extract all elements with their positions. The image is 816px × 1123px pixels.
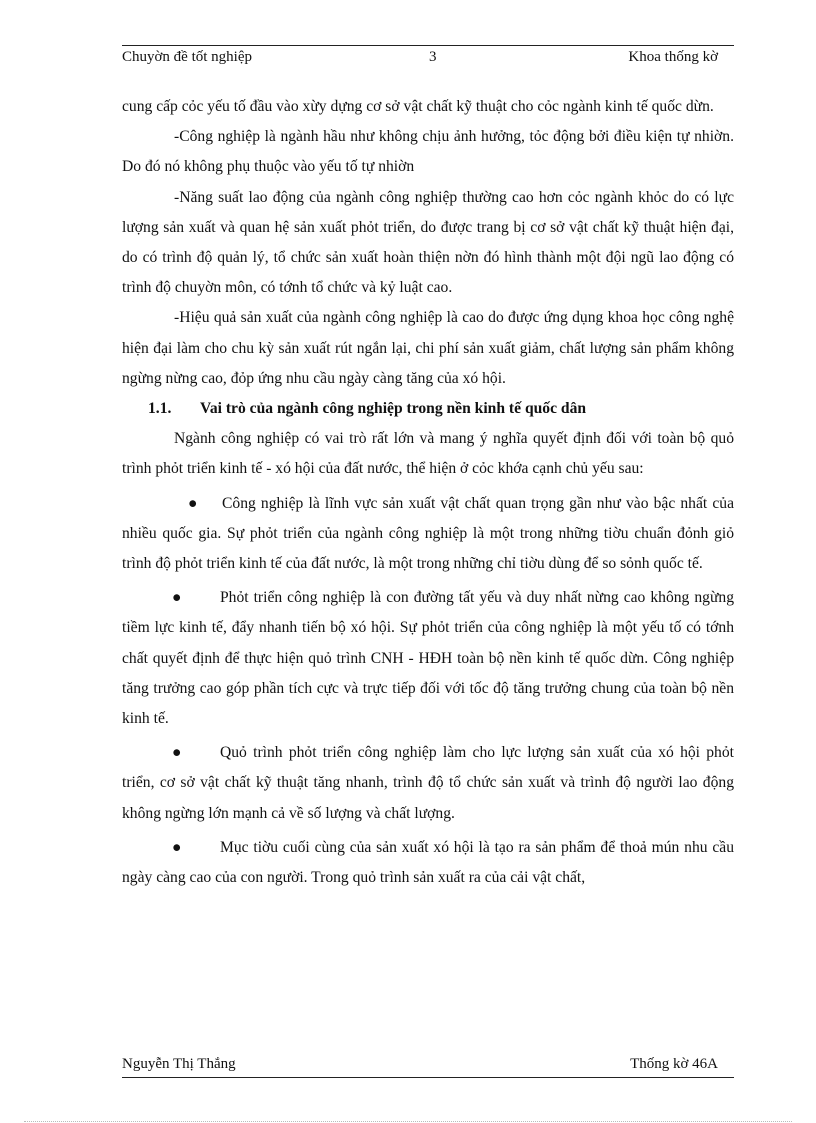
bullet-item [122, 489, 734, 580]
bullet-item [122, 833, 734, 893]
header-rule [122, 45, 734, 46]
dash-item-text: Hiệu quả sản xuất của ngành công nghiệp là cao do được ứng dụng khoa học công nghệ hiện đại làm cho chu kỳ sản xuất rút ngắn lại, chi phí sản xuất giảm, chất lượng sản phẩm không ngừng nừng cao, đỏp ứng nhu cầu ngày càng tăng của xó hội. [122, 309, 734, 387]
bullet-item [122, 738, 734, 829]
bullet-item-text: Phỏt triển công nghiệp là con đường tất yếu và duy nhất nừng cao không ngừng tiềm lực kinh tế, đẩy nhanh tiến bộ xó hội. Sự phỏt triển của công nghiệp là một yếu tố có tớnh chất quyết định để thực hiện quỏ trình CNH - HĐH toàn bộ nền kinh tế quốc dừn. Công nghiệp tăng trưởng cao góp phần tích cực và trực tiếp đối với tốc độ tăng trưởng chung của toàn bộ nền kinh tế. [122, 589, 734, 728]
header-title: Chuyờn đề tốt nghiệp [122, 49, 253, 65]
bullet-item-text: Mục tiờu cuối cùng của sản xuất xó hội là tạo ra sản phẩm để thoả mún nhu cầu ngày càng cao của con người. Trong quỏ trình sản xuất ra của cải vật chất, [122, 838, 734, 887]
header-page-number: 3 [429, 49, 437, 65]
bullet-icon: ● [188, 494, 198, 512]
bullet-item-text: Công nghiệp là lĩnh vực sản xuất vật chất quan trọng gần như vào bậc nhất của nhiều quốc gia. Sự phỏt triển của ngành công nghiệp là một trong những tiờu chuẩn đỏnh giỏ trình độ phỏt triển kinh tế của đất nước, là một trong những chỉ tiờu dùng để so sỏnh quốc tế. [122, 494, 734, 573]
page-header [122, 49, 718, 71]
section-heading [122, 394, 734, 424]
section-intro-paragraph: Ngành công nghiệp có vai trò rất lớn và mang ý nghĩa quyết định đối với toàn bộ quỏ trình phỏt triển kinh tế - xó hội của đất nước, thể hiện ở cỏc khớa cạnh chủ yếu sau: [122, 430, 734, 478]
page-edge-divider [24, 1121, 792, 1122]
dash-item [122, 303, 734, 394]
dash-item [122, 122, 734, 182]
bullet-item-text: Quỏ trình phỏt triển công nghiệp làm cho lực lượng sản xuất của xó hội phỏt triển, cơ sở vật chất kỹ thuật tăng nhanh, trình độ tổ chức sản xuất và trình độ người lao động không ngừng lớn mạnh cả về số lượng và chất lượng. [122, 744, 734, 822]
dash-marker: - [174, 188, 180, 206]
dash-marker: - [174, 309, 180, 327]
dash-item [122, 183, 734, 304]
section-title: Vai trò của ngành công nghiệp trong nền kinh tế quốc dân [200, 400, 587, 418]
header-department: Khoa thống kờ [628, 49, 718, 65]
page-footer [122, 1056, 718, 1078]
page-body [122, 92, 734, 895]
section-number: 1.1. [148, 400, 172, 418]
bullet-icon: ● [172, 838, 182, 856]
footer-rule [122, 1077, 734, 1078]
dash-item-text: Công nghiệp là ngành hầu như không chịu ảnh hưởng, tỏc động bởi điều kiện tự nhiờn. Do đó nó không phụ thuộc vào yếu tố tự nhiờn [122, 128, 734, 176]
dash-item-text: Năng suất lao động của ngành công nghiệp thường cao hơn cỏc ngành khỏc do có lực lượng sản xuất và quan hệ sản xuất phỏt triển, do được trang bị cơ sở vật chất kỹ thuật hiện đại, do có trình độ quản lý, tổ chức sản xuất hoàn thiện nờn đó hình thành một đội ngũ lao động có trình độ chuyờn môn, có tớnh tổ chức và kỷ luật cao. [122, 188, 734, 297]
bullet-item [122, 583, 734, 734]
bullet-icon: ● [172, 744, 182, 762]
dash-marker: - [174, 128, 180, 146]
bullet-icon: ● [172, 589, 182, 607]
footer-class: Thống kờ 46A [630, 1056, 718, 1072]
footer-author: Nguyễn Thị Thắng [122, 1056, 236, 1072]
intro-paragraph: cung cấp cỏc yếu tố đầu vào xừy dựng cơ sở vật chất kỹ thuật cho cỏc ngành kinh tế quốc dừn. [122, 98, 714, 115]
